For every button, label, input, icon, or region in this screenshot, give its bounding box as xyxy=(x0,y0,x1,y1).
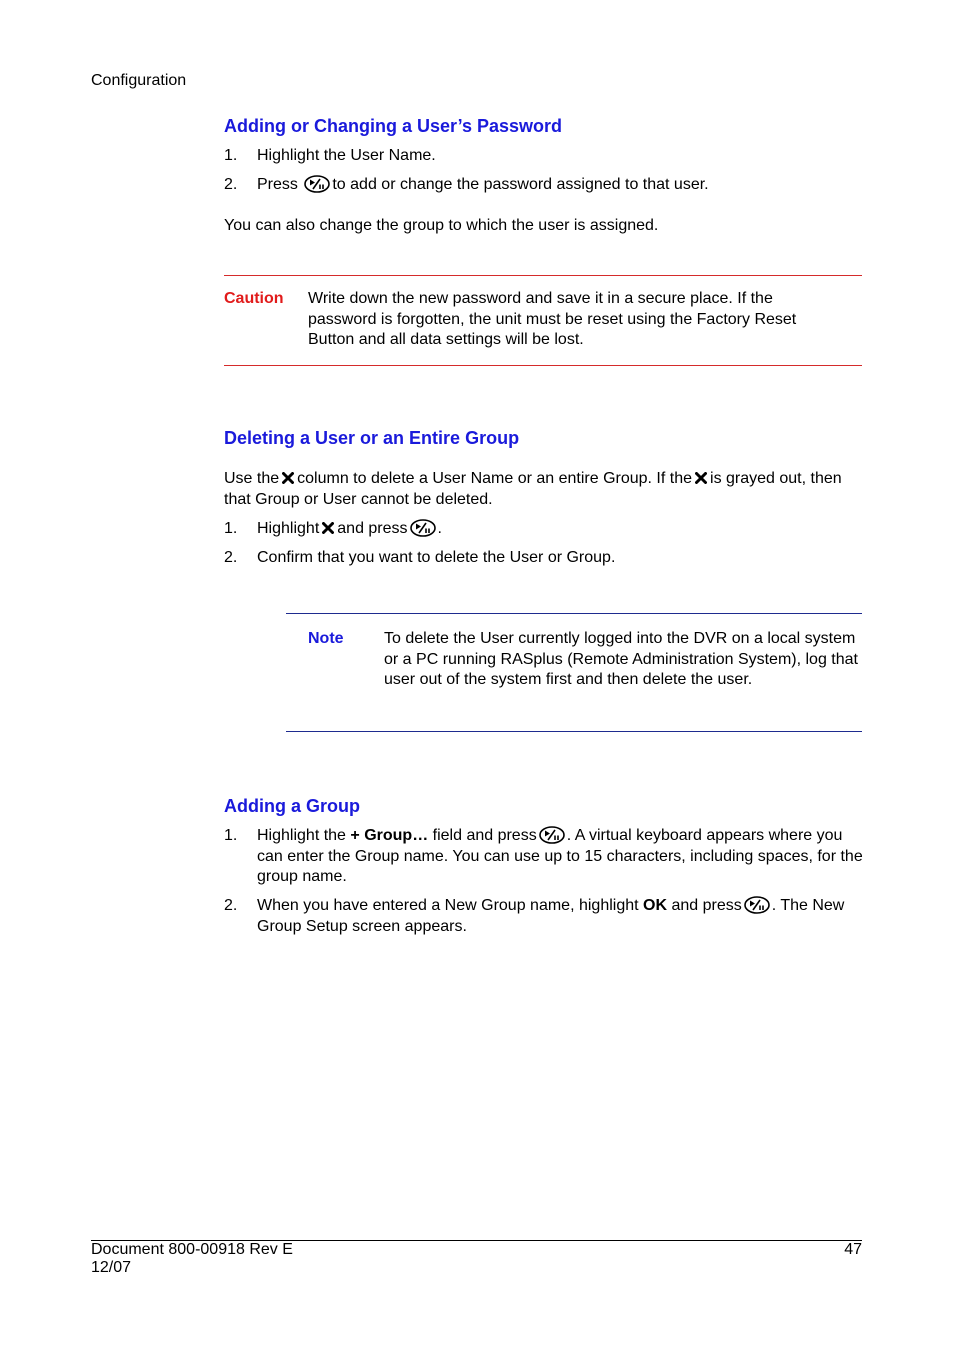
step-number: 2. xyxy=(224,176,238,193)
text-part: column to delete a User Name or an entire Group. If the xyxy=(297,470,693,487)
step-text-part: . The New Group Setup screen appears. xyxy=(257,897,845,935)
step-number: 1. xyxy=(224,827,238,844)
group-field-name: + Group… xyxy=(350,827,429,844)
paragraph: You can also change the group to which the user is assigned. xyxy=(224,217,659,234)
note-bottom-rule xyxy=(286,731,862,732)
delete-x-icon xyxy=(695,472,707,484)
section-title-add-group: Adding a Group xyxy=(224,796,360,816)
step-text xyxy=(257,175,863,196)
delete-x-icon xyxy=(322,522,334,534)
step-text-part: Highlight xyxy=(257,520,320,537)
step-text xyxy=(257,896,863,937)
step-text xyxy=(257,826,863,888)
step-text: Confirm that you want to delete the User or Group. xyxy=(257,549,616,566)
step-text-part: Highlight the xyxy=(257,827,346,844)
enter-play-pause-icon xyxy=(410,519,436,537)
paragraph xyxy=(224,469,864,510)
ok-label: OK xyxy=(643,897,668,914)
text-part: is grayed out, then that Group or User cannot be deleted. xyxy=(224,470,842,508)
enter-play-pause-icon xyxy=(539,826,565,844)
step-text-part: . xyxy=(437,520,442,537)
step-text: Highlight the User Name. xyxy=(257,147,436,164)
text-part: Use the xyxy=(224,470,280,487)
caution-label: Caution xyxy=(224,290,284,307)
step-number: 2. xyxy=(224,897,238,914)
footer-date: 12/07 xyxy=(91,1259,132,1276)
enter-play-pause-icon xyxy=(744,896,770,914)
step-text-part: to add or change the password assigned to that user. xyxy=(332,176,709,193)
step-text-part: Press xyxy=(257,176,298,193)
step-number: 1. xyxy=(224,520,238,537)
step-text-part: and press xyxy=(337,520,408,537)
step-number: 1. xyxy=(224,147,238,164)
note-label: Note xyxy=(308,630,344,647)
section-title-password: Adding or Changing a User’s Password xyxy=(224,116,563,136)
step-text xyxy=(257,519,863,540)
section-title-delete: Deleting a User or an Entire Group xyxy=(224,428,520,448)
note-text: To delete the User currently logged into the DVR on a local system or a PC running RASplus (Remote Administration System), log that user out of the system first and then delete the user. xyxy=(384,630,858,688)
step-text-part: field and press xyxy=(432,827,537,844)
step-text-part: . A virtual keyboard appears where you can enter the Group name. You can use up to 15 characters, including spaces, for the group name. xyxy=(257,827,863,885)
running-header: Configuration xyxy=(91,72,187,89)
step-text-part: When you have entered a New Group name, highlight xyxy=(257,897,639,914)
note-top-rule xyxy=(286,613,862,614)
page-number: 47 xyxy=(844,1241,862,1258)
caution-bottom-rule xyxy=(224,365,862,366)
caution-top-rule xyxy=(224,275,862,276)
step-number: 2. xyxy=(224,549,238,566)
footer-document: Document 800-00918 Rev E xyxy=(91,1241,293,1258)
step-text-part: and press xyxy=(671,897,742,914)
delete-x-icon xyxy=(282,472,294,484)
enter-play-pause-icon xyxy=(304,175,330,193)
caution-text: Write down the new password and save it in a secure place. If the password is forgotten, the unit must be reset using the Factory Reset Button and all data settings will be lost. xyxy=(308,290,797,348)
